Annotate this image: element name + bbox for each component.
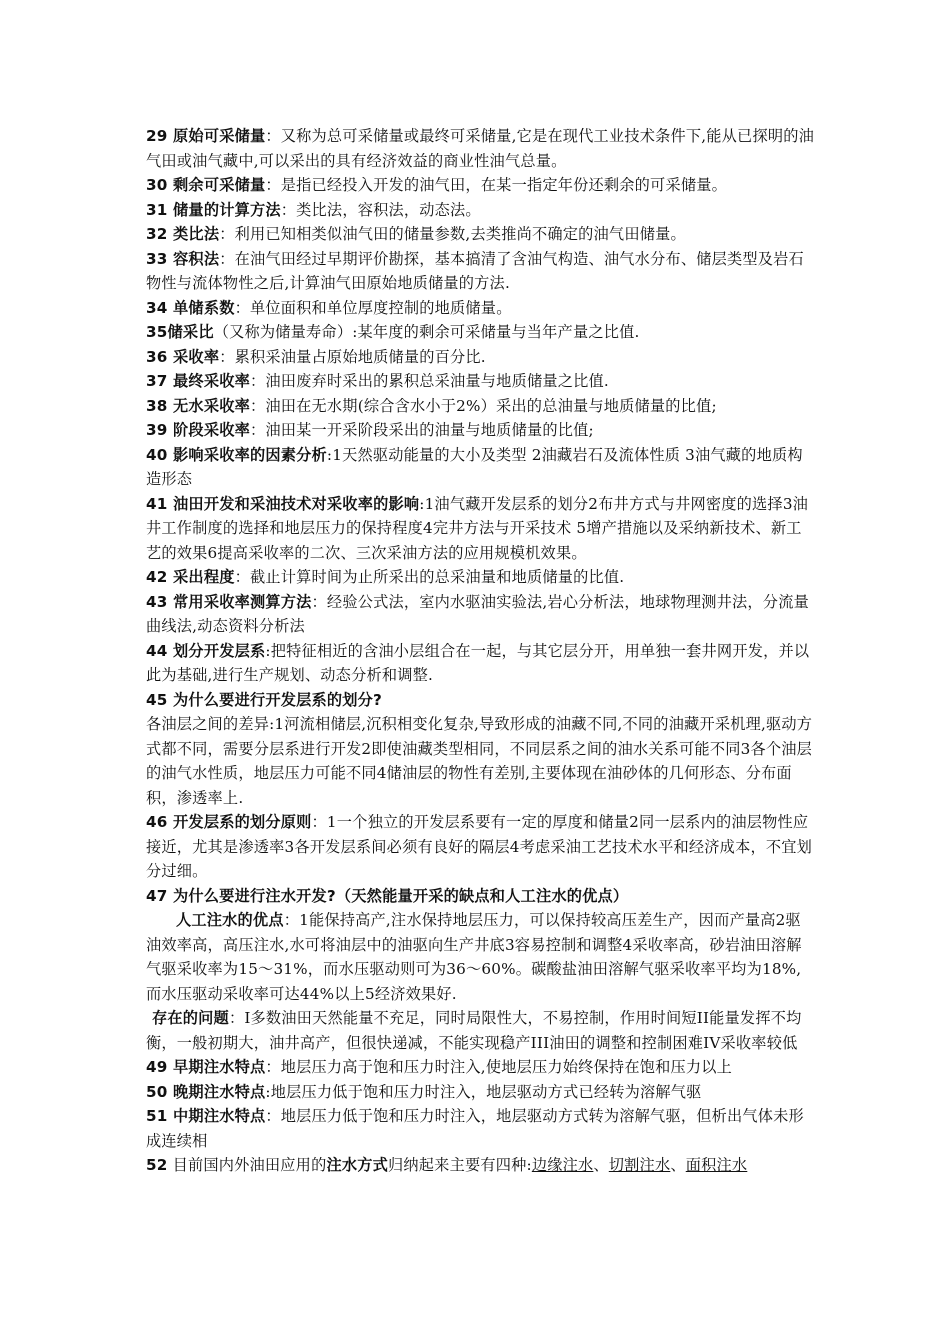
- item-number: 35: [146, 323, 168, 341]
- item-number: 50: [146, 1082, 168, 1101]
- item-49: [146, 1055, 816, 1080]
- item-46: [146, 810, 816, 884]
- existing-problems: [146, 1006, 816, 1055]
- item-text: :地层压力低于饱和压力时注入，地层驱动方式已经转为溶解气驱: [265, 1082, 702, 1101]
- item-text: ：是指已经投入开发的油气田，在某一指定年份还剩余的可采储量。: [265, 176, 727, 194]
- item-number: 31: [146, 200, 168, 219]
- item-52-prefix: 目前国内外油田应用的: [172, 1156, 327, 1174]
- item-text: ：油田在无水期(综合含水小于2%）采出的总油量与地质储量的比值;: [249, 396, 717, 415]
- item-number: 52: [146, 1156, 168, 1174]
- item-term: 晚期注水特点: [173, 1082, 266, 1101]
- item-term: 储采比: [167, 323, 214, 341]
- injection-type-edge: 边缘注水: [531, 1156, 594, 1174]
- item-text: ：在油气田经过早期评价勘探，基本搞清了含油气构造、油气水分布、储层类型及岩石物性与流体物性之后,计算油气田原始地质储量的方法.: [146, 249, 804, 292]
- item-36: [146, 345, 816, 370]
- item-text: ：截止计算时间为止所采出的总采油量和地质储量的比值.: [234, 568, 625, 586]
- item-term: 油田开发和采油技术对采收率的影响: [173, 494, 420, 513]
- item-number: 33: [146, 249, 168, 268]
- item-term: 原始可采储量: [173, 127, 266, 145]
- item-51: [146, 1104, 816, 1153]
- injection-type-area: 面积注水: [685, 1156, 748, 1174]
- water-injection-advantages: [146, 908, 816, 1006]
- item-29: [146, 124, 816, 173]
- item-number: 40: [146, 445, 168, 464]
- problems-term: 存在的问题: [152, 1009, 229, 1027]
- item-number: 34: [146, 298, 168, 317]
- item-40: [146, 443, 816, 492]
- item-number: 41: [146, 494, 168, 513]
- item-52-middle: 归纳起来主要有四种:: [388, 1156, 532, 1174]
- item-term: 类比法: [173, 225, 220, 243]
- item-44: [146, 639, 816, 688]
- item-42: [146, 565, 816, 590]
- item-number: 49: [146, 1058, 168, 1076]
- advantages-text: ：1能保持高产,注水保持地层压力，可以保持较高压差生产，因而产量高2驱油效率高，高压注水,水可将油层中的油驱向生产井底3容易控制和调整4采收率高，砂岩油田溶解气驱采收率为15～31%，而水压驱动则可为36～60%。碳酸盐油田溶解气驱采收率平均为18%,而水压驱动采收率可达44%以上5经济效果好.: [146, 911, 802, 1003]
- document-content: [146, 124, 816, 1178]
- item-number: 42: [146, 568, 168, 586]
- item-31: [146, 198, 816, 223]
- item-number: 46: [146, 813, 168, 831]
- item-text: ：1一个独立的开发层系要有一定的厚度和储量2同一层系内的油层物性应接近，尤其是渗透率3各开发层系间必须有良好的隔层4考虑采油工艺技术水平和经济成本，不宜划分过细。: [146, 813, 813, 880]
- item-number: 38: [146, 396, 168, 415]
- problems-text: ：I多数油田天然能量不充足，同时局限性大，不易控制，作用时间短II能量发挥不均衡，一般初期大，油井高产，但很快递减，不能实现稳产III油田的调整和控制困难IV采收率较低: [146, 1009, 802, 1052]
- item-number: 37: [146, 372, 168, 390]
- item-term: 划分开发层系: [173, 641, 266, 660]
- item-text: （又称为储量寿命）:某年度的剩余可采储量与当年产量之比值.: [213, 323, 640, 341]
- item-text: ：累积采油量占原始地质储量的百分比.: [219, 347, 486, 366]
- item-text: ：油田某一开采阶段采出的油量与地质储量的比值;: [249, 421, 594, 439]
- item-number: 43: [146, 592, 168, 611]
- item-number: 29: [146, 127, 168, 145]
- item-text: :1油气藏开发层系的划分2布井方式与井网密度的选择3油井工作制度的选择和地层压力的保持程度4完井方法与开采技术 5增产措施以及采纳新技术、新工艺的效果6提高采收率的二次、三次采油方法的应用规模机效果。: [146, 494, 809, 562]
- item-30: [146, 173, 816, 198]
- item-text: ：又称为总可采储量或最终可采储量,它是在现代工业技术条件下,能从已探明的油气田或油气藏中,可以采出的具有经济效益的商业性油气总量。: [146, 127, 814, 170]
- item-number: 51: [146, 1107, 168, 1125]
- item-38: [146, 394, 816, 419]
- item-term: 采收率: [173, 347, 220, 366]
- item-text: :把特征相近的含油小层组合在一起，与其它层分开，用单独一套井网开发，并以此为基础,进行生产规划、动态分析和调整.: [146, 641, 810, 684]
- item-number: 36: [146, 347, 168, 366]
- item-41: [146, 492, 816, 566]
- injection-type-cutting: 切割注水: [608, 1156, 671, 1174]
- item-text: ：经验公式法，室内水驱油实验法,岩心分析法，地球物理测井法，分流量曲线法,动态资料分析法: [146, 592, 809, 635]
- item-52: [146, 1153, 816, 1178]
- item-text: :1天然驱动能量的大小及类型 2油藏岩石及流体性质 3油气藏的地质构造形态: [146, 445, 803, 488]
- item-33: [146, 247, 816, 296]
- item-35: [146, 320, 816, 345]
- item-number: 44: [146, 641, 168, 660]
- item-text: ：单位面积和单位厚度控制的地质储量。: [234, 298, 512, 317]
- item-50: [146, 1080, 816, 1105]
- item-text: ：类比法，容积法，动态法。: [280, 200, 481, 219]
- question-45-body: 各油层之间的差异:1河流相储层,沉积相变化复杂,导致形成的油藏不同,不同的油藏开采机理,驱动方式都不同，需要分层系进行开发2即使油藏类型相同，不同层系之间的油水关系可能不同3各个油层的油气水性质，地层压力可能不同4储油层的物性有差别,主要体现在油砂体的几何形态、分布面积，渗透率上.: [146, 715, 813, 807]
- item-term: 最终采收率: [173, 372, 250, 390]
- item-number: 39: [146, 421, 168, 439]
- item-term: 容积法: [173, 249, 220, 268]
- question-45-title: 45 为什么要进行开发层系的划分?: [146, 690, 383, 709]
- item-number: 32: [146, 225, 168, 243]
- item-number: 30: [146, 176, 168, 194]
- item-term: 注水方式: [326, 1156, 389, 1174]
- item-text: ：地层压力高于饱和压力时注入,使地层压力始终保持在饱和压力以上: [265, 1058, 733, 1076]
- item-term: 储量的计算方法: [173, 200, 281, 219]
- item-term: 影响采收率的因素分析: [173, 445, 327, 464]
- item-term: 单储系数: [173, 298, 235, 317]
- advantages-term: 人工注水的优点: [176, 911, 284, 929]
- item-term: 剩余可采储量: [173, 176, 266, 194]
- item-text: ：油田废弃时采出的累积总采油量与地质储量之比值.: [249, 372, 609, 390]
- item-text: ：地层压力低于饱和压力时注入，地层驱动方式转为溶解气驱，但析出气体未形成连续相: [146, 1107, 804, 1150]
- item-32: [146, 222, 816, 247]
- item-term: 早期注水特点: [173, 1058, 266, 1076]
- item-term: 开发层系的划分原则: [173, 813, 312, 831]
- question-47-title: 47 为什么要进行注水开发?（天然能量开采的缺点和人工注水的优点）: [146, 886, 629, 905]
- item-37: [146, 369, 816, 394]
- item-text: ：利用已知相类似油气田的储量参数,去类推尚不确定的油气田储量。: [219, 225, 686, 243]
- separator: 、: [593, 1156, 609, 1174]
- item-39: [146, 418, 816, 443]
- item-term: 阶段采收率: [173, 421, 250, 439]
- separator: 、: [670, 1156, 686, 1174]
- item-34: [146, 296, 816, 321]
- item-term: 无水采收率: [173, 396, 250, 415]
- item-term: 中期注水特点: [173, 1107, 266, 1125]
- item-43: [146, 590, 816, 639]
- item-term: 常用采收率测算方法: [173, 592, 312, 611]
- item-term: 采出程度: [173, 568, 235, 586]
